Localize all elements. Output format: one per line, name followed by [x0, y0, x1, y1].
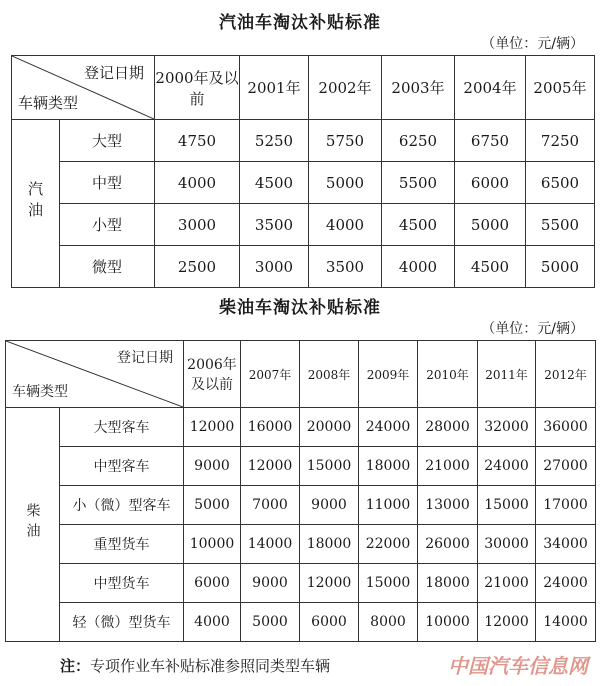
- diesel-subsidy-value: 16000: [241, 408, 300, 447]
- diesel-subsidy-value: 6000: [300, 603, 359, 642]
- gasoline-subsidy-value: 5000: [526, 246, 595, 288]
- diesel-year-header: 2008年: [300, 341, 359, 408]
- gasoline-vehicle-type: 中型: [60, 162, 155, 204]
- diesel-corner-header: [6, 341, 184, 408]
- diesel-subsidy-value: 5000: [184, 486, 241, 525]
- gasoline-year-header: 2005年: [526, 56, 595, 120]
- table-row: [12, 204, 595, 246]
- gasoline-subsidy-value: 5500: [382, 162, 455, 204]
- diesel-subsidy-value: 18000: [359, 447, 418, 486]
- gasoline-subsidy-value: 5250: [240, 120, 309, 162]
- gasoline-subsidy-value: 6250: [382, 120, 455, 162]
- diesel-subsidy-value: 13000: [418, 486, 478, 525]
- diesel-subsidy-value: 9000: [300, 486, 359, 525]
- diesel-subsidy-value: 20000: [300, 408, 359, 447]
- gasoline-year-header: 2002年: [309, 56, 382, 120]
- diesel-subsidy-value: 34000: [536, 525, 596, 564]
- diesel-subsidy-value: 21000: [418, 447, 478, 486]
- gasoline-subsidy-value: 4500: [455, 246, 526, 288]
- diesel-subsidy-value: 15000: [478, 486, 536, 525]
- diesel-vehicle-type: 中型客车: [60, 447, 184, 486]
- gasoline-subsidy-value: 4000: [155, 162, 240, 204]
- gasoline-vehicle-type: 微型: [60, 246, 155, 288]
- diesel-header-date: 登记日期: [117, 350, 173, 366]
- gasoline-subsidy-value: 3500: [240, 204, 309, 246]
- gasoline-header-type: 车辆类型: [18, 94, 79, 112]
- diesel-year-header: 2012年: [536, 341, 596, 408]
- diesel-group-text: 柴油: [24, 502, 41, 543]
- gasoline-group-text: 汽油: [26, 180, 44, 223]
- diesel-vehicle-type: 大型客车: [60, 408, 184, 447]
- diesel-subsidy-value: 15000: [300, 447, 359, 486]
- gasoline-subsidy-value: 3000: [155, 204, 240, 246]
- gasoline-subsidy-value: 4000: [382, 246, 455, 288]
- gasoline-table-title: 汽油车淘汰补贴标准: [219, 13, 381, 33]
- gasoline-subsidy-value: 7250: [526, 120, 595, 162]
- gasoline-vehicle-type: 大型: [60, 120, 155, 162]
- gasoline-subsidy-value: 4750: [155, 120, 240, 162]
- diesel-subsidy-value: 6000: [184, 564, 241, 603]
- table-row: [6, 447, 596, 486]
- gasoline-unit-label: （单位：元/辆）: [481, 36, 584, 52]
- diesel-subsidy-value: 17000: [536, 486, 596, 525]
- diesel-subsidy-value: 9000: [184, 447, 241, 486]
- diesel-subsidy-value: 12000: [184, 408, 241, 447]
- diesel-subsidy-value: 10000: [418, 603, 478, 642]
- diesel-vehicle-type: 小（微）型客车: [60, 486, 184, 525]
- diesel-year-header: 2007年: [241, 341, 300, 408]
- footnote-text: 专项作业车补贴标准参照同类型车辆: [90, 657, 331, 675]
- site-watermark: 中国汽车信息网: [448, 654, 588, 678]
- diesel-subsidy-value: 22000: [359, 525, 418, 564]
- table-row: [6, 603, 596, 642]
- gasoline-year-header: 2001年: [240, 56, 309, 120]
- gasoline-year-header: 2000年及以前: [155, 56, 240, 120]
- diesel-subsidy-value: 10000: [184, 525, 241, 564]
- diesel-subsidy-value: 24000: [478, 447, 536, 486]
- gasoline-subsidy-value: 3500: [309, 246, 382, 288]
- diesel-vehicle-type: 中型货车: [60, 564, 184, 603]
- diesel-subsidy-value: 12000: [241, 447, 300, 486]
- diesel-subsidy-value: 14000: [536, 603, 596, 642]
- diesel-subsidy-value: 9000: [241, 564, 300, 603]
- footnote: [60, 655, 330, 676]
- gasoline-group-label: [12, 120, 60, 288]
- table-row: [12, 162, 595, 204]
- gasoline-year-header: 2003年: [382, 56, 455, 120]
- gasoline-header-date: 登记日期: [83, 64, 144, 82]
- gasoline-subsidy-value: 4000: [309, 204, 382, 246]
- table-row: [6, 486, 596, 525]
- gasoline-subsidy-value: 6750: [455, 120, 526, 162]
- gasoline-subsidy-value: 5000: [309, 162, 382, 204]
- diesel-subsidy-value: 4000: [184, 603, 241, 642]
- diesel-subsidy-value: 32000: [478, 408, 536, 447]
- diesel-subsidy-value: 27000: [536, 447, 596, 486]
- diesel-subsidy-value: 26000: [418, 525, 478, 564]
- diesel-vehicle-type: 轻（微）型货车: [60, 603, 184, 642]
- gasoline-subsidy-value: 5500: [526, 204, 595, 246]
- diesel-year-header: 2010年: [418, 341, 478, 408]
- footnote-label: 注：: [60, 657, 91, 675]
- gasoline-subsidy-value: 5000: [455, 204, 526, 246]
- gasoline-subsidy-value: 4500: [382, 204, 455, 246]
- table-row: [6, 564, 596, 603]
- diesel-subsidy-value: 36000: [536, 408, 596, 447]
- gasoline-subsidy-table: [11, 55, 595, 288]
- diesel-unit-label: （单位：元/辆）: [481, 321, 584, 337]
- gasoline-subsidy-value: 6500: [526, 162, 595, 204]
- diesel-subsidy-value: 21000: [478, 564, 536, 603]
- diesel-subsidy-value: 14000: [241, 525, 300, 564]
- diesel-subsidy-value: 18000: [300, 525, 359, 564]
- diesel-subsidy-value: 12000: [478, 603, 536, 642]
- diesel-year-header: 2011年: [478, 341, 536, 408]
- table-row: [12, 120, 595, 162]
- table-row: [6, 525, 596, 564]
- gasoline-year-header: 2004年: [455, 56, 526, 120]
- diesel-subsidy-value: 11000: [359, 486, 418, 525]
- diesel-subsidy-value: 5000: [241, 603, 300, 642]
- diesel-subsidy-value: 18000: [418, 564, 478, 603]
- table-row: [12, 246, 595, 288]
- diesel-subsidy-table: [5, 340, 596, 642]
- gasoline-corner-header: [12, 56, 155, 120]
- diesel-year-header: 2006年及以前: [184, 341, 241, 408]
- diesel-table-title: 柴油车淘汰补贴标准: [219, 298, 381, 318]
- diesel-group-label: [6, 408, 60, 642]
- diesel-subsidy-value: 7000: [241, 486, 300, 525]
- diesel-vehicle-type: 重型货车: [60, 525, 184, 564]
- gasoline-subsidy-value: 3000: [240, 246, 309, 288]
- diesel-subsidy-value: 28000: [418, 408, 478, 447]
- gasoline-subsidy-value: 6000: [455, 162, 526, 204]
- gasoline-vehicle-type: 小型: [60, 204, 155, 246]
- gasoline-subsidy-value: 4500: [240, 162, 309, 204]
- diesel-year-header: 2009年: [359, 341, 418, 408]
- diesel-subsidy-value: 15000: [359, 564, 418, 603]
- gasoline-subsidy-value: 5750: [309, 120, 382, 162]
- diesel-subsidy-value: 24000: [359, 408, 418, 447]
- table-row: [6, 408, 596, 447]
- diesel-subsidy-value: 8000: [359, 603, 418, 642]
- diesel-subsidy-value: 30000: [478, 525, 536, 564]
- gasoline-subsidy-value: 2500: [155, 246, 240, 288]
- diesel-header-type: 车辆类型: [12, 384, 68, 400]
- diesel-subsidy-value: 24000: [536, 564, 596, 603]
- diesel-subsidy-value: 12000: [300, 564, 359, 603]
